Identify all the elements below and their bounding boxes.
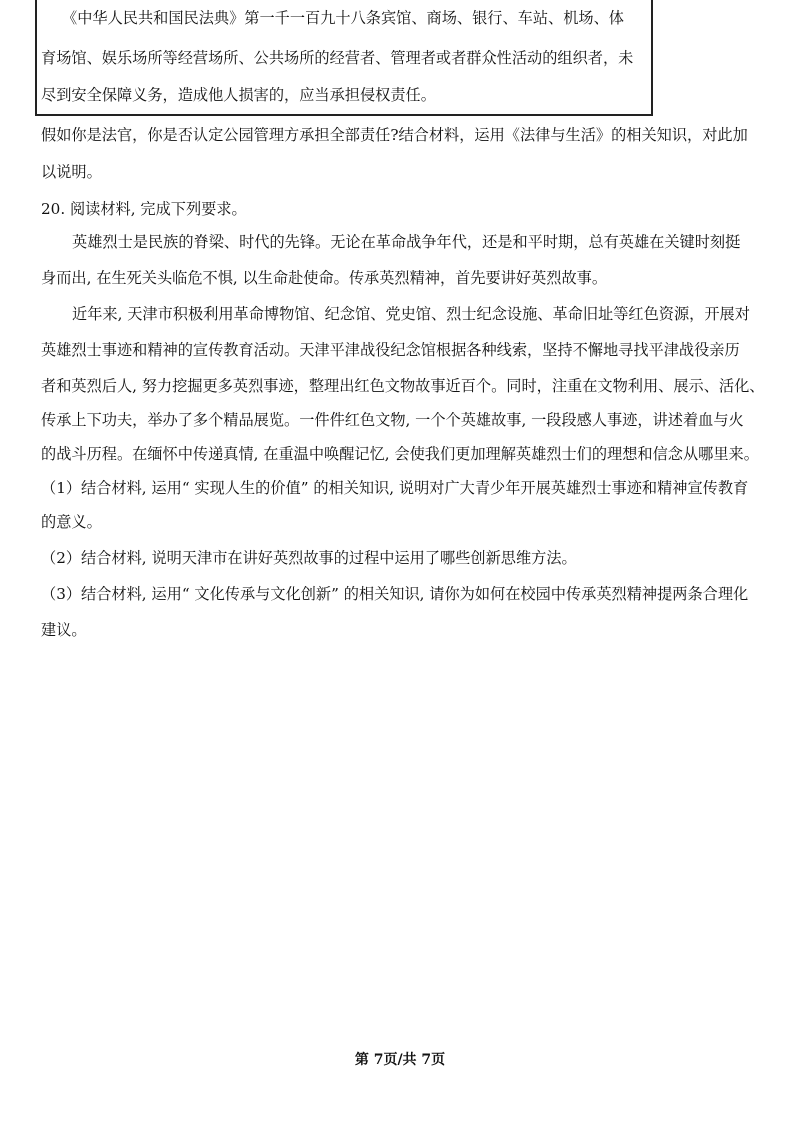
page-number-footer: 第 7页/共 7页 — [354, 1052, 446, 1068]
q20-paragraph1-line-1: 英雄烈士是民族的脊梁、时代的先锋。无论在革命战争年代，还是和平时期，总有英雄在关键时刻挺 — [72, 233, 741, 251]
question-20-heading: 20. 阅读材料, 完成下列要求。 — [41, 200, 247, 218]
q20-sub1-line-2: 的意义。 — [41, 513, 102, 531]
q20-paragraph2-line-1: 近年来, 天津市积极利用革命博物馆、纪念馆、党史馆、烈士纪念设施、革命旧址等红色资源，开展对 — [72, 305, 750, 323]
legal-excerpt-line-1: 《中华人民共和国民法典》第一千一百九十八条宾馆、商场、银行、车站、机场、体 — [62, 9, 624, 27]
q20-sub1-line-1: （1）结合材料, 运用“ 实现人生的价值” 的相关知识, 说明对广大青少年开展英雄烈士事迹和精神宣传教育 — [41, 479, 749, 497]
q20-paragraph2-line-2: 英雄烈士事迹和精神的宣传教育活动。天津平津战役纪念馆根据各种线索，坚持不懈地寻找平津战役亲历 — [41, 341, 740, 359]
q20-paragraph1-line-2: 身而出, 在生死关头临危不惧, 以生命赴使命。传承英烈精神，首先要讲好英烈故事。 — [41, 269, 608, 287]
q20-sub3-line-2: 建议。 — [41, 621, 87, 639]
q20-paragraph2-line-4: 传承上下功夫，举办了多个精品展览。一件件红色文物, 一个个英雄故事, 一段段感人事迹，讲述着血与火 — [41, 411, 744, 429]
q20-sub2-line-1: （2）结合材料, 说明天津市在讲好英烈故事的过程中运用了哪些创新思维方法。 — [41, 549, 577, 567]
q20-sub3-line-1: （3）结合材料, 运用“ 文化传承与文化创新” 的相关知识, 请你为如何在校园中传承英烈精神提两条合理化 — [41, 585, 749, 603]
q20-paragraph2-line-3: 者和英烈后人, 努力挖掘更多英烈事迹，整理出红色文物故事近百个。同时，注重在文物利用、展示、活化、 — [41, 377, 765, 395]
question-19-prompt-line-2: 以说明。 — [41, 163, 102, 181]
question-19-prompt-line-1: 假如你是法官，你是否认定公园管理方承担全部责任?结合材料，运用《法律与生活》的相关知识，对此加 — [41, 126, 748, 144]
legal-excerpt-line-3: 尽到安全保障义务，造成他人损害的，应当承担侵权责任。 — [41, 86, 436, 104]
q20-paragraph2-line-5: 的战斗历程。在缅怀中传递真情, 在重温中唤醒记忆, 会使我们更加理解英雄烈士们的理想和信念从哪里来。 — [41, 445, 759, 463]
legal-excerpt-line-2: 育场馆、娱乐场所等经营场所、公共场所的经营者、管理者或者群众性活动的组织者，未 — [41, 49, 634, 67]
